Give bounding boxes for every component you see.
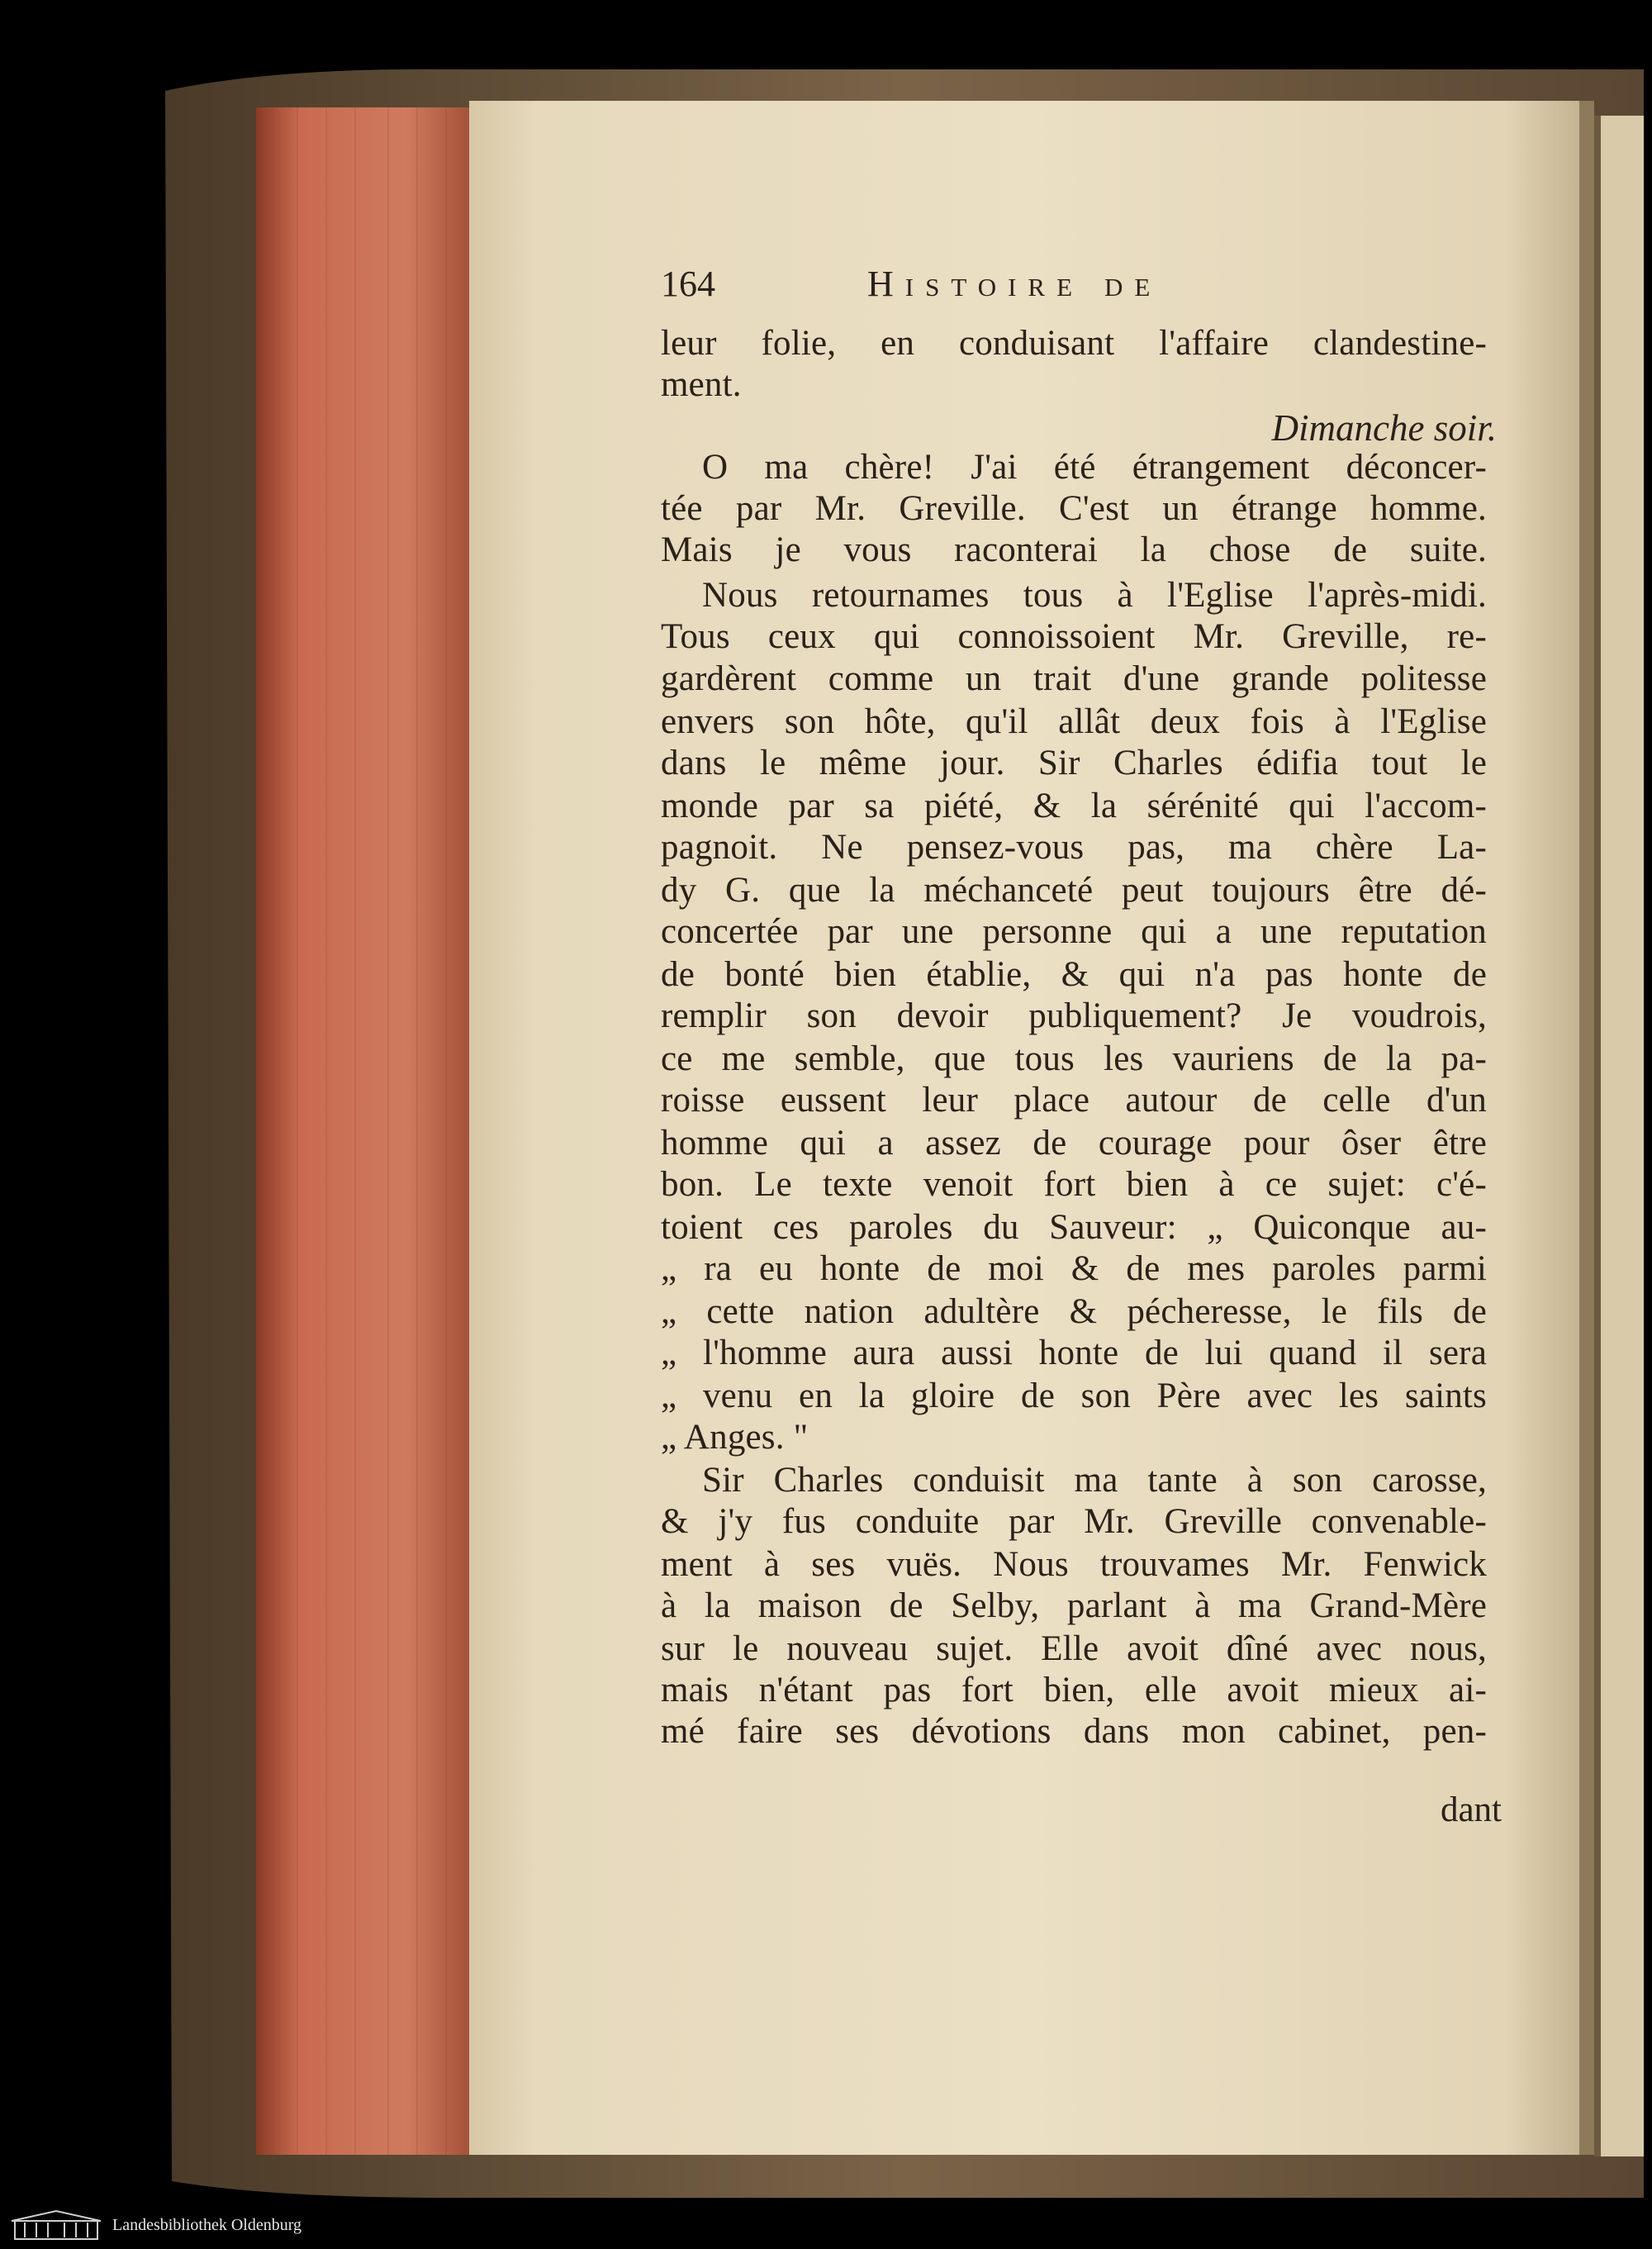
- text-line: Mais je vous raconterai la chose de suite.: [661, 530, 1487, 569]
- text-line: Tous ceux qui connoissoient Mr. Greville, re-: [661, 617, 1487, 656]
- text-line: concertée par une personne qui a une reputation: [661, 912, 1487, 951]
- text-line: dy G. que la méchanceté peut toujours être dé-: [661, 871, 1487, 910]
- text-line: Nous retournames tous à l'Eglise l'après-midi.: [702, 576, 1487, 615]
- text-line: pagnoit. Ne pensez-vous pas, ma chère La-: [661, 828, 1487, 867]
- text-line: tée par Mr. Greville. C'est un étrange homme.: [661, 489, 1487, 528]
- text-line: ment à ses vuës. Nous trouvames Mr. Fenwick: [661, 1545, 1487, 1584]
- text-line: „ l'homme aura aussi honte de lui quand il sera: [661, 1334, 1487, 1372]
- library-building-icon: [10, 2209, 102, 2242]
- text-line: toient ces paroles du Sauveur: „ Quiconque au-: [661, 1208, 1487, 1247]
- text-line: homme qui a assez de courage pour ôser être: [661, 1124, 1487, 1163]
- text-line: monde par sa piété, & la sérénité qui l'accom-: [661, 787, 1487, 825]
- text-line: & j'y fus conduite par Mr. Greville convenable-: [661, 1502, 1487, 1541]
- text-line: de bonté bien établie, & qui n'a pas honte de: [661, 955, 1487, 994]
- text-line: bon. Le texte venoit fort bien à ce sujet: c'é-: [661, 1165, 1487, 1204]
- catchword: dant: [1440, 1790, 1502, 1829]
- running-header: [661, 263, 1487, 309]
- library-name: Landesbibliothek Oldenburg: [112, 2216, 302, 2234]
- text-line: mais n'étant pas fort bien, elle avoit mieux ai-: [661, 1671, 1487, 1709]
- text-line: „ venu en la gloire de son Père avec les saints: [661, 1377, 1487, 1415]
- dateline: Dimanche soir.: [1271, 407, 1497, 449]
- text-line: leur folie, en conduisant l'affaire clandestine-: [661, 324, 1487, 363]
- text-line: envers son hôte, qu'il allât deux fois à l'Eglise: [661, 702, 1487, 741]
- text-line: „ ra eu honte de moi & de mes paroles parmi: [661, 1249, 1487, 1288]
- text-line: „ cette nation adultère & pécheresse, le fils de: [661, 1292, 1487, 1331]
- text-line: à la maison de Selby, parlant à ma Grand-Mère: [661, 1586, 1487, 1625]
- text-line: dans le même jour. Sir Charles édifia tout le: [661, 744, 1487, 782]
- footer-bar: [0, 2206, 1652, 2249]
- text-line: Sir Charles conduisit ma tante à son carosse,: [702, 1461, 1487, 1500]
- text-line: mé faire ses dévotions dans mon cabinet, pen-: [661, 1712, 1487, 1751]
- text-line: ment.: [661, 365, 742, 404]
- text-line: ce me semble, que tous les vauriens de la pa-: [661, 1039, 1487, 1078]
- page-number: 164: [661, 264, 715, 304]
- text-line: gardèrent comme un trait d'une grande politesse: [661, 659, 1487, 698]
- text-line: „ Anges. ": [661, 1418, 809, 1457]
- text-line: sur le nouveau sujet. Elle avoit dîné avec nous,: [661, 1629, 1487, 1668]
- running-head: Histoire de: [867, 264, 1162, 304]
- text-line: roisse eussent leur place autour de celle d'un: [661, 1081, 1487, 1120]
- text-line: O ma chère! J'ai été étrangement déconcer-: [702, 448, 1487, 487]
- text-line: remplir son devoir publiquement? Je voudrois,: [661, 996, 1487, 1035]
